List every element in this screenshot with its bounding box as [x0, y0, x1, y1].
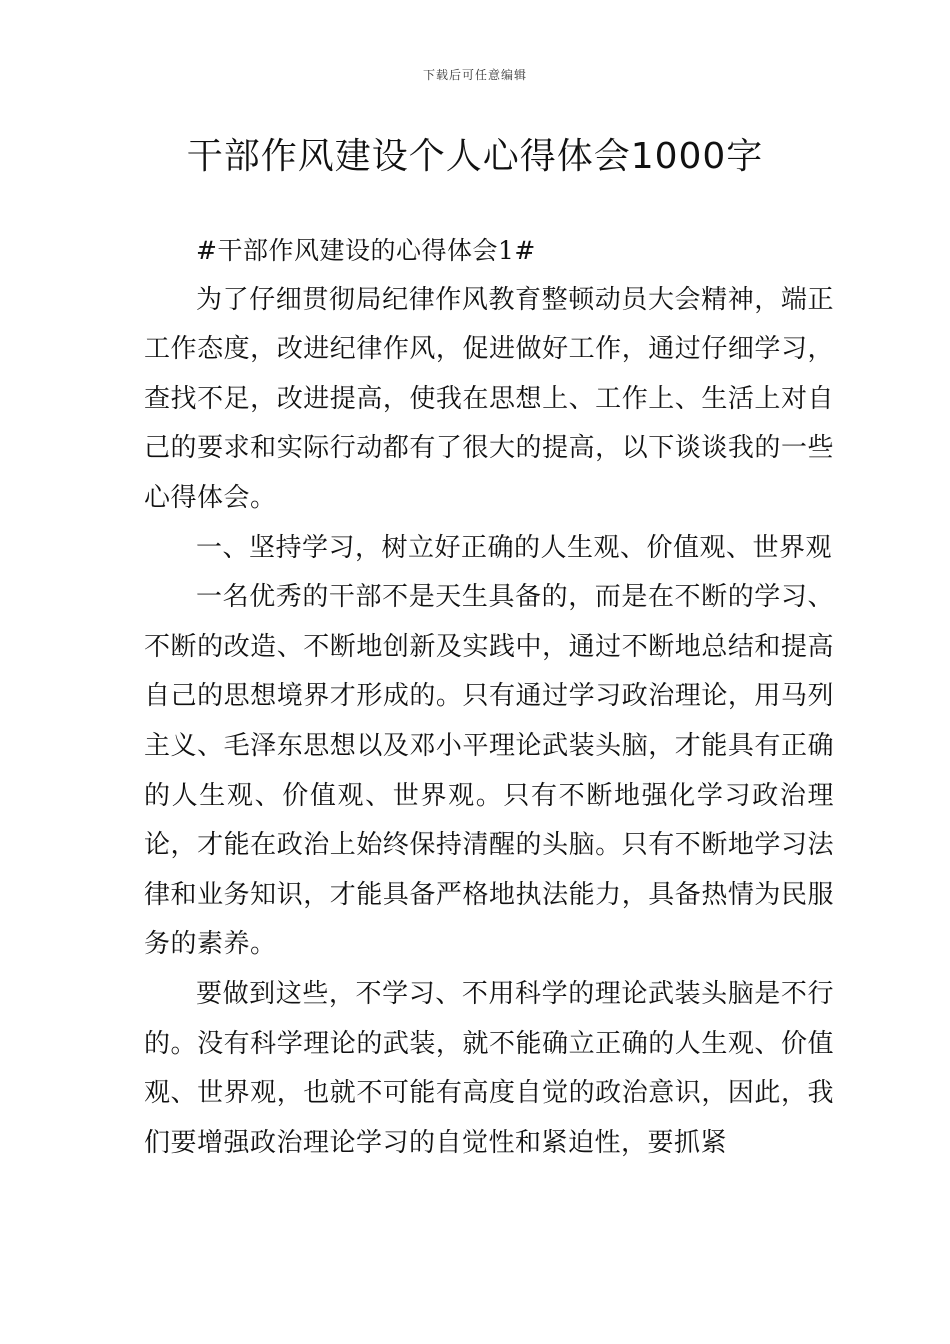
page-header-note: 下载后可任意编辑 [422, 68, 527, 82]
body-paragraph: 为了仔细贯彻局纪律作风教育整顿动员大会精神，端正工作态度，改进纪律作风，促进做好工作，通过仔细学习，查找不足，改进提高，使我在思想上、工作上、生活上对自己的要求和实际行动都有了很大的提高，以下谈谈我的一些心得体会。 [144, 284, 834, 513]
section-heading: 一、坚持学习，树立好正确的人生观、价值观、世界观 [196, 532, 833, 563]
document-title: 干部作风建设个人心得体会1000字 [186, 136, 764, 177]
body-paragraph: 要做到这些，不学习、不用科学的理论武装头脑是不行的。没有科学理论的武装，就不能确立正确的人生观、价值观、世界观，也就不可能有高度自觉的政治意识，因此，我们要增强政治理论学习的自觉性和紧迫性，要抓紧 [144, 978, 834, 1158]
body-paragraph: 一名优秀的干部不是天生具备的，而是在不断的学习、不断的改造、不断地创新及实践中，通过不断地总结和提高自己的思想境界才形成的。只有通过学习政治理论，用马列主义、毛泽东思想以及邓小平理论武装头脑，才能具有正确的人生观、价值观、世界观。只有不断地强化学习政治理论，才能在政治上始终保持清醒的头脑。只有不断地学习法律和业务知识，才能具备严格地执法能力，具备热情为民服务的素养。 [144, 582, 834, 960]
section-marker: #干部作风建设的心得体会1# [196, 236, 536, 265]
document-body [144, 226, 834, 1168]
